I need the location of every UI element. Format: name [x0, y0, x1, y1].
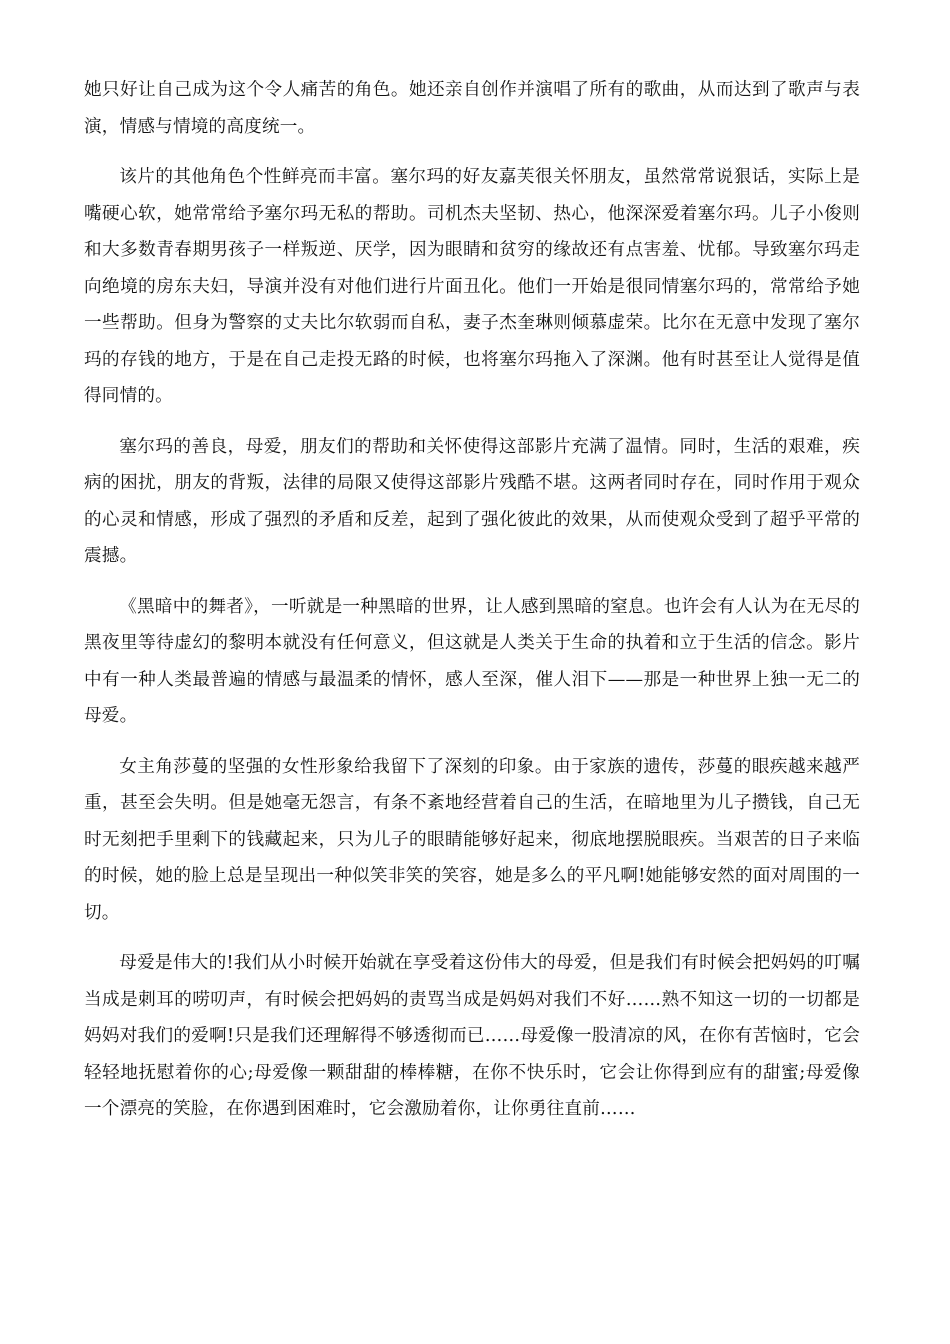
paragraph-dancer-in-the-dark: 《黑暗中的舞者》，一听就是一种黑暗的世界，让人感到黑暗的窒息。也许会有人认为在无尽的黑夜里等待虚幻的黎明本就没有任何意义，但这就是人类关于生命的执着和立于生活的信念。影片中有一种人类最普遍的情感与最温柔的情怀，感人至深，催人泪下——那是一种世界上独一无二的母爱。 [84, 596, 860, 726]
paragraph-heroine: 女主角莎蔓的坚强的女性形象给我留下了深刻的印象。由于家族的遗传，莎蔓的眼疾越来越严重，甚至会失明。但是她毫无怨言，有条不紊地经营着自己的生活，在暗地里为儿子攒钱，自己无时无刻把手里剩下的钱藏起来，只为儿子的眼睛能够好起来，彻底地摆脱眼疾。当艰苦的日子来临的时候，她的脸上总是呈现出一种似笑非笑的笑容，她是多么的平凡啊!她能够安然的面对周围的一切。 [84, 756, 860, 923]
paragraph-motherly-love: 母爱是伟大的!我们从小时候开始就在享受着这份伟大的母爱，但是我们有时候会把妈妈的叮嘱当成是刺耳的唠叨声，有时候会把妈妈的责骂当成是妈妈对我们不好……熟不知这一切的一切都是妈妈对我们的爱啊!只是我们还理解得不够透彻而已……母爱像一股清凉的风，在你有苦恼时，它会轻轻地抚慰着你的心;母爱像一颗甜甜的棒棒糖，在你不快乐时，它会让你得到应有的甜蜜;母爱像一个漂亮的笑脸，在你遇到困难时，它会激励着你，让你勇往直前…… [84, 953, 860, 1119]
paragraph-other-characters: 该片的其他角色个性鲜亮而丰富。塞尔玛的好友嘉芙很关怀朋友，虽然常常说狠话，实际上是嘴硬心软，她常常给予塞尔玛无私的帮助。司机杰夫坚韧、热心，他深深爱着塞尔玛。儿子小俊则和大多数青春期男孩子一样叛逆、厌学，因为眼睛和贫穷的缘故还有点害羞、忧郁。导致塞尔玛走向绝境的房东夫妇，导演并没有对他们进行片面丑化。他们一开始是很同情塞尔玛的，常常给予她一些帮助。但身为警察的丈夫比尔软弱而自私，妻子杰奎琳则倾慕虚荣。比尔在无意中发现了塞尔玛的存钱的地方，于是在自己走投无路的时候，也将塞尔玛拖入了深渊。他有时甚至让人觉得是值得同情的。 [84, 167, 860, 406]
paragraph-warmth-and-cruelty: 塞尔玛的善良，母爱，朋友们的帮助和关怀使得这部影片充满了温情。同时，生活的艰难，疾病的困扰，朋友的背叛，法律的局限又使得这部影片残酷不堪。这两者同时存在，同时作用于观众的心灵和情感，形成了强烈的矛盾和反差，起到了强化彼此的效果，从而使观众受到了超乎平常的震撼。 [84, 436, 860, 566]
document-page [84, 72, 860, 1142]
paragraph-continuation: 她只好让自己成为这个令人痛苦的角色。她还亲自创作并演唱了所有的歌曲，从而达到了歌声与表演，情感与情境的高度统一。 [84, 80, 860, 137]
